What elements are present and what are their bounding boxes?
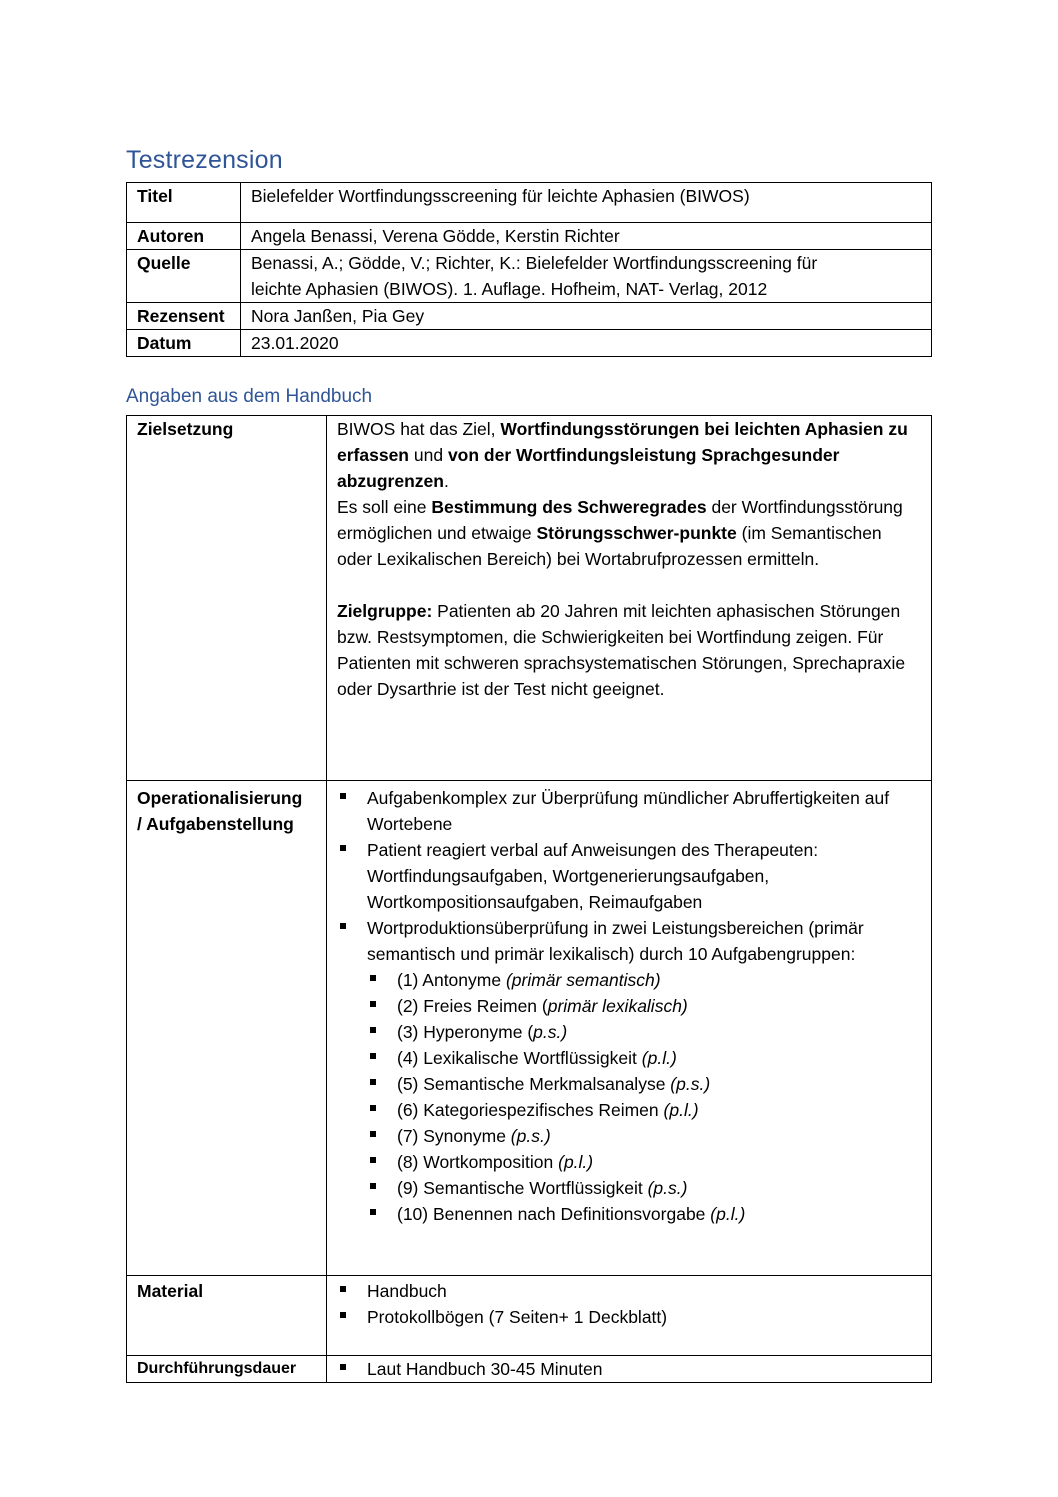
group-type: (p.l.) bbox=[558, 1152, 594, 1172]
group-name: (4) Lexikalische Wortflüssigkeit bbox=[397, 1048, 642, 1068]
dauer-value bbox=[327, 1356, 932, 1383]
list-item: Patient reagiert verbal auf Anweisungen des Therapeuten: Wortfindungsaufgaben, Wortgenerierungsaufgaben, Wortkompositionsaufgaben, Reimaufgaben bbox=[337, 837, 921, 915]
titel-value: Bielefelder Wortfindungsscreening für leichte Aphasien (BIWOS) bbox=[241, 183, 932, 223]
text: und bbox=[409, 445, 448, 465]
aufgabengruppe-item bbox=[367, 1019, 921, 1045]
aufgabengruppen-list bbox=[367, 967, 921, 1227]
text: . bbox=[443, 471, 449, 491]
text: Wortproduktionsüberprüfung in zwei Leistungsbereichen (primär semantisch und primär lexikalisch) durch 10 Aufgabengruppen: bbox=[367, 918, 864, 964]
page-title: Testrezension bbox=[126, 146, 283, 174]
group-name: (6) Kategoriespezifisches Reimen bbox=[397, 1100, 664, 1120]
table-row bbox=[127, 1276, 932, 1356]
dauer-label: Durchführungsdauer bbox=[127, 1356, 327, 1383]
list-item: Aufgabenkomplex zur Überprüfung mündlicher Abruffertigkeiten auf Wortebene bbox=[337, 785, 921, 837]
text-bold: von der Wortfindungsleistung Sprachgesunder abzugrenzen bbox=[337, 445, 840, 491]
text-bold: Störungsschwer-punkte bbox=[536, 523, 737, 543]
label-line: Operationalisierung bbox=[137, 788, 303, 808]
table-row bbox=[127, 781, 932, 1276]
group-name: (8) Wortkomposition bbox=[397, 1152, 559, 1172]
group-name: (1) Antonyme bbox=[397, 970, 506, 990]
group-type: (p.l.) bbox=[710, 1204, 746, 1224]
text: BIWOS hat das Ziel, bbox=[337, 419, 501, 439]
aufgabengruppe-item bbox=[367, 1071, 921, 1097]
quelle-value bbox=[241, 250, 932, 303]
text: Patienten ab 20 Jahren mit leichten aphasischen Störungen bzw. Restsymptomen, die Schwierigkeiten bei Wortfindung zeigen. Für Patienten mit schweren sprachsystematischen Störungen, Sprechapraxie oder Dysarthrie ist der Test nicht geeignet. bbox=[337, 601, 906, 699]
datum-label: Datum bbox=[127, 330, 241, 357]
quelle-line-1: Benassi, A.; Gödde, V.; Richter, K.: Bielefelder Wortfindungsscreening für bbox=[251, 253, 818, 273]
text-bold: Zielgruppe: bbox=[337, 601, 433, 621]
zielsetzung-paragraph-1 bbox=[337, 416, 921, 494]
aufgabengruppe-item bbox=[367, 1123, 921, 1149]
table-row bbox=[127, 330, 932, 357]
group-name: (3) Hyperonyme ( bbox=[397, 1022, 534, 1042]
table-row bbox=[127, 250, 932, 303]
dauer-list bbox=[337, 1356, 921, 1382]
metadata-table bbox=[126, 182, 932, 357]
operationalisierung-label bbox=[127, 781, 327, 1276]
zielgruppe-paragraph bbox=[337, 598, 921, 702]
table-row bbox=[127, 303, 932, 330]
zielsetzung-value bbox=[327, 416, 932, 781]
zielsetzung-paragraph-2 bbox=[337, 494, 921, 572]
text: (im Semantischen oder Lexikalischen Bereich) bei Wortabrufprozessen ermitteln. bbox=[337, 523, 882, 569]
text: der Wortfindungsstörung ermöglichen und etwaige bbox=[337, 497, 903, 543]
table-row bbox=[127, 1356, 932, 1383]
quelle-line-2: leichte Aphasien (BIWOS). 1. Auflage. Hofheim, NAT- Verlag, 2012 bbox=[251, 279, 768, 299]
group-name: (7) Synonyme bbox=[397, 1126, 511, 1146]
operationalisierung-list bbox=[337, 785, 921, 1227]
material-label: Material bbox=[127, 1276, 327, 1356]
group-type: (p.s.) bbox=[510, 1126, 551, 1146]
autoren-label: Autoren bbox=[127, 223, 241, 250]
group-type: (primär semantisch) bbox=[505, 970, 661, 990]
operationalisierung-value bbox=[327, 781, 932, 1276]
group-type: (p.s.) bbox=[670, 1074, 711, 1094]
list-item bbox=[337, 915, 921, 1227]
autoren-value: Angela Benassi, Verena Gödde, Kerstin Richter bbox=[241, 223, 932, 250]
material-value bbox=[327, 1276, 932, 1356]
text: Es soll eine bbox=[337, 497, 432, 517]
aufgabengruppe-item bbox=[367, 967, 921, 993]
table-row bbox=[127, 183, 932, 223]
group-type: (p.l.) bbox=[663, 1100, 699, 1120]
aufgabengruppe-item bbox=[367, 1175, 921, 1201]
handbook-table bbox=[126, 415, 932, 1383]
list-item: Protokollbögen (7 Seiten+ 1 Deckblatt) bbox=[337, 1304, 921, 1330]
group-name: (2) Freies Reimen ( bbox=[397, 996, 548, 1016]
aufgabengruppe-item bbox=[367, 1149, 921, 1175]
zielsetzung-label: Zielsetzung bbox=[127, 416, 327, 781]
group-name: (9) Semantische Wortflüssigkeit bbox=[397, 1178, 648, 1198]
group-name: (10) Benennen nach Definitionsvorgabe bbox=[397, 1204, 711, 1224]
aufgabengruppe-item bbox=[367, 1045, 921, 1071]
text-bold: Wortfindungsstörungen bei leichten Aphasien zu erfassen bbox=[337, 419, 908, 465]
aufgabengruppe-item bbox=[367, 993, 921, 1019]
rezensent-value: Nora Janßen, Pia Gey bbox=[241, 303, 932, 330]
label-line: / Aufgabenstellung bbox=[137, 814, 294, 834]
group-type: (p.l.) bbox=[641, 1048, 677, 1068]
rezensent-label: Rezensent bbox=[127, 303, 241, 330]
list-item: Laut Handbuch 30-45 Minuten bbox=[337, 1356, 921, 1382]
group-type: primär lexikalisch) bbox=[547, 996, 688, 1016]
text-bold: Bestimmung des Schweregrades bbox=[431, 497, 707, 517]
group-name: (5) Semantische Merkmalsanalyse bbox=[397, 1074, 671, 1094]
table-row bbox=[127, 416, 932, 781]
group-type: p.s.) bbox=[533, 1022, 568, 1042]
material-list bbox=[337, 1278, 921, 1330]
table-row bbox=[127, 223, 932, 250]
titel-label: Titel bbox=[127, 183, 241, 223]
list-item: Handbuch bbox=[337, 1278, 921, 1304]
datum-value: 23.01.2020 bbox=[241, 330, 932, 357]
section-heading: Angaben aus dem Handbuch bbox=[126, 386, 373, 407]
group-type: (p.s.) bbox=[647, 1178, 688, 1198]
aufgabengruppe-item bbox=[367, 1097, 921, 1123]
quelle-label: Quelle bbox=[127, 250, 241, 303]
aufgabengruppe-item bbox=[367, 1201, 921, 1227]
